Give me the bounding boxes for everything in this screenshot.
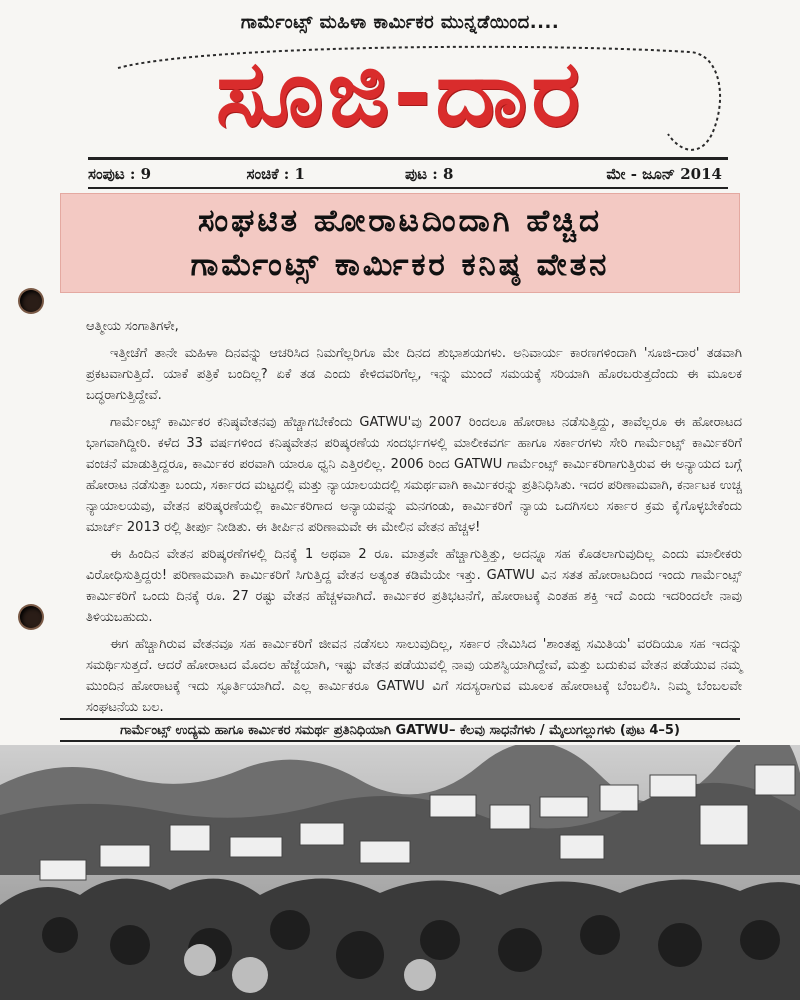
volume-label: ಸಂಪುಟ : 9 xyxy=(88,164,152,183)
article-paragraph: ಗಾರ್ಮೆಂಟ್ಸ್ ಕಾರ್ಮಿಕರ ಕನಿಷ್ಠವೇತನವು ಹೆಚ್ಚಾಗಬೇಕೆಂದು GATWU'ವು 2007 ರಿಂದಲೂ ಹೋರಾಟ ನಡೆಸುತ್ತಿದ್ದು, ತಾವೆಲ್ಲರೂ ಈ ಹೋರಾಟದ ಭಾಗವಾಗಿದ್ದೀರಿ. ಕಳೆದ 33 ವರ್ಷಗಳಿಂದ ಕನಿಷ್ಠವೇತನ ಪರಿಷ್ಕರಣೆಯ ಸಂದರ್ಭಗಳಲ್ಲಿ ಮಾಲೀಕವರ್ಗ ಹಾಗೂ ಸರ್ಕಾರಗಳು ಸೇರಿ ಗಾರ್ಮೆಂಟ್ಸ್ ಕಾರ್ಮಿಕರಿಗೆ ವಂಚನೆ ಮಾಡುತ್ತಿದ್ದರೂ, ಕಾರ್ಮಿಕರ ಪರವಾಗಿ ಯಾರೂ ಧ್ವನಿ ಎತ್ತಿರಲಿಲ್ಲ. 2006 ರಿಂದ GATWU ಗಾರ್ಮೆಂಟ್ಸ್ ಕಾರ್ಮಿಕರಿಗಾಗುತ್ತಿರುವ ಈ ಅನ್ಯಾಯದ ಬಗ್ಗೆ ಹೋರಾಟ ನಡೆಸುತ್ತಾ ಬಂದು, ಸರ್ಕಾರದ ಮಟ್ಟದಲ್ಲಿ ಮತ್ತು ನ್ಯಾಯಾಲಯದಲ್ಲಿ ಸಮರ್ಥವಾಗಿ ಕಾರ್ಮಿಕರನ್ನು ಪ್ರತಿನಿಧಿಸಿತು. ಇದರ ಪರಿಣಾಮವಾಗಿ, ಕರ್ನಾಟಕ ಉಚ್ಚ ನ್ಯಾಯಾಲಯವು, ವೇತನ ಪರಿಷ್ಕರಣೆಯಲ್ಲಿ ಕಾರ್ಮಿಕರಿಗಾದ ಅನ್ಯಾಯವನ್ನು ಮನಗಂಡು, ಕಾರ್ಮಿಕರಿಗೆ ನ್ಯಾಯ ಒದಗಿಸಲು ಸರ್ಕಾರ ಕ್ರಮ ಕೈಗೊಳ್ಳಬೇಕೆಂದು ಮಾರ್ಚ್ 2013 ರಲ್ಲಿ ತೀರ್ಪು ನೀಡಿತು. ಈ ತೀರ್ಪಿನ ಪರಿಣಾಮವೇ ಈ ಮೇಲಿನ ವೇತನ ಹೆಚ್ಚಳ! xyxy=(86,415,742,535)
punch-hole xyxy=(20,606,42,628)
issue-info-bar xyxy=(88,157,728,189)
tagline: ಗಾರ್ಮೆಂಟ್ಸ್ ಮಹಿಳಾ ಕಾರ್ಮಿಕರ ಮುನ್ನಡೆಯಿಂದ.... xyxy=(240,12,560,33)
article-paragraph: ಈಗ ಹೆಚ್ಚಾಗಿರುವ ವೇತನವೂ ಸಹ ಕಾರ್ಮಿಕರಿಗೆ ಜೀವನ ನಡೆಸಲು ಸಾಲುವುದಿಲ್ಲ, ಸರ್ಕಾರ ನೇಮಿಸಿದ 'ಶಾಂತಪ್ಪ ಸಮಿತಿಯ' ವರದಿಯೂ ಸಹ ಇದನ್ನು ಸಮರ್ಥಿಸುತ್ತದೆ. ಆದರೆ ಹೋರಾಟದ ಮೊದಲ ಹೆಜ್ಜೆಯಾಗಿ, ಇಷ್ಟು ವೇತನ ಪಡೆಯುವಲ್ಲಿ ನಾವು ಯಶಸ್ವಿಯಾಗಿದ್ದೇವೆ, ಮತ್ತು ಬದುಕುವ ವೇತನ ಪಡೆಯುವ ನಮ್ಮ ಮುಂದಿನ ಹೋರಾಟಕ್ಕೆ ಇದು ಸ್ಫೂರ್ತಿಯಾಗಿದೆ. ಎಲ್ಲ ಕಾರ್ಮಿಕರೂ GATWU ವಿಗೆ ಸದಸ್ಯರಾಗುವ ಮೂಲಕ ಹೋರಾಟಕ್ಕೆ ಬೆಂಬಲಿಸಿ. ನಿಮ್ಮ ಬೆಂಬಲವೇ ಸಂಘಟನೆಯ ಬಲ. xyxy=(86,637,742,715)
salutation: ಆತ್ಮೀಯ ಸಂಗಾತಿಗಳೇ, xyxy=(86,319,179,334)
article-body xyxy=(86,316,742,724)
page-count-label: ಪುಟ : 8 xyxy=(405,164,454,183)
masthead-title: ಸೂಜಿ-ದಾರ xyxy=(215,40,585,147)
masthead xyxy=(0,38,800,156)
protest-photo xyxy=(0,745,800,1000)
headline-line-1: ಸಂಘಟಿತ ಹೋರಾಟದಿಂದಾಗಿ ಹೆಚ್ಚಿದ xyxy=(197,203,603,239)
headline-box xyxy=(60,193,740,293)
photo-caption: ಗಾರ್ಮೆಂಟ್ಸ್ ಉದ್ಯಮ ಹಾಗೂ ಕಾರ್ಮಿಕರ ಸಮರ್ಥ ಪ್ರತಿನಿಧಿಯಾಗಿ GATWU– ಕೆಲವು ಸಾಧನೆಗಳು / ಮೈಲುಗಲ್ಲುಗಳು (ಪುಟ 4–5) xyxy=(60,718,740,742)
masthead-swash-icon xyxy=(0,38,800,156)
punch-hole xyxy=(20,290,42,312)
protest-crowd-image xyxy=(0,745,800,1000)
headline-line-2: ಗಾರ್ಮೆಂಟ್ಸ್ ಕಾರ್ಮಿಕರ ಕನಿಷ್ಠ ವೇತನ xyxy=(190,247,610,283)
issue-date-label: ಮೇ - ಜೂನ್ 2014 xyxy=(606,164,722,183)
issue-number-label: ಸಂಚಿಕೆ : 1 xyxy=(246,164,305,183)
article-paragraph: ಈ ಹಿಂದಿನ ವೇತನ ಪರಿಷ್ಕರಣೆಗಳಲ್ಲಿ ದಿನಕ್ಕೆ 1 ಅಥವಾ 2 ರೂ. ಮಾತ್ರವೇ ಹೆಚ್ಚಾಗುತ್ತಿತ್ತು, ಅದನ್ನೂ ಸಹ ಕೊಡಲಾಗುವುದಿಲ್ಲ ಎಂದು ಮಾಲೀಕರು ವಿರೋಧಿಸುತ್ತಿದ್ದರು! ಪರಿಣಾಮವಾಗಿ ಕಾರ್ಮಿಕರಿಗೆ ಸಿಗುತ್ತಿದ್ದ ವೇತನ ಅತ್ಯಂತ ಕಡಿಮೆಯೇ ಇತ್ತು. GATWU ವಿನ ಸತತ ಹೋರಾಟದಿಂದ ಇಂದು ಗಾರ್ಮೆಂಟ್ಸ್ ಕಾರ್ಮಿಕರಿಗೆ ಒಂದು ದಿನಕ್ಕೆ ರೂ. 27 ರಷ್ಟು ವೇತನ ಹೆಚ್ಚಳವಾಗಿದೆ. ಕಾರ್ಮಿಕರ ಪ್ರತಿಭಟನೆಗೆ, ಹೋರಾಟಕ್ಕೆ ಎಂತಹ ಶಕ್ತಿ ಇದೆ ಎಂದು ಇದರಿಂದಲೇ ನಾವು ತಿಳಿಯಬಹುದು. xyxy=(86,547,742,625)
article-paragraph: ಇತ್ತೀಚೆಗೆ ತಾನೇ ಮಹಿಳಾ ದಿನವನ್ನು ಆಚರಿಸಿದ ನಿಮಗೆಲ್ಲರಿಗೂ ಮೇ ದಿನದ ಶುಭಾಶಯಗಳು. ಅನಿವಾರ್ಯ ಕಾರಣಗಳಿಂದಾಗಿ 'ಸೂಜಿ-ದಾರ' ತಡವಾಗಿ ಪ್ರಕಟವಾಗುತ್ತಿದೆ. ಯಾಕೆ ಪತ್ರಿಕೆ ಬಂದಿಲ್ಲ? ಏಕೆ ತಡ ಎಂದು ಕೇಳಿದವರಿಗೆಲ್ಲ, ಇನ್ನು ಮುಂದೆ ಸಮಯಕ್ಕೆ ಸರಿಯಾಗಿ ಹೊರಬರುತ್ತದೆಂದು ಈ ಮೂಲಕ ಬದ್ಧರಾಗುತ್ತಿದ್ದೇವೆ. xyxy=(86,346,742,403)
